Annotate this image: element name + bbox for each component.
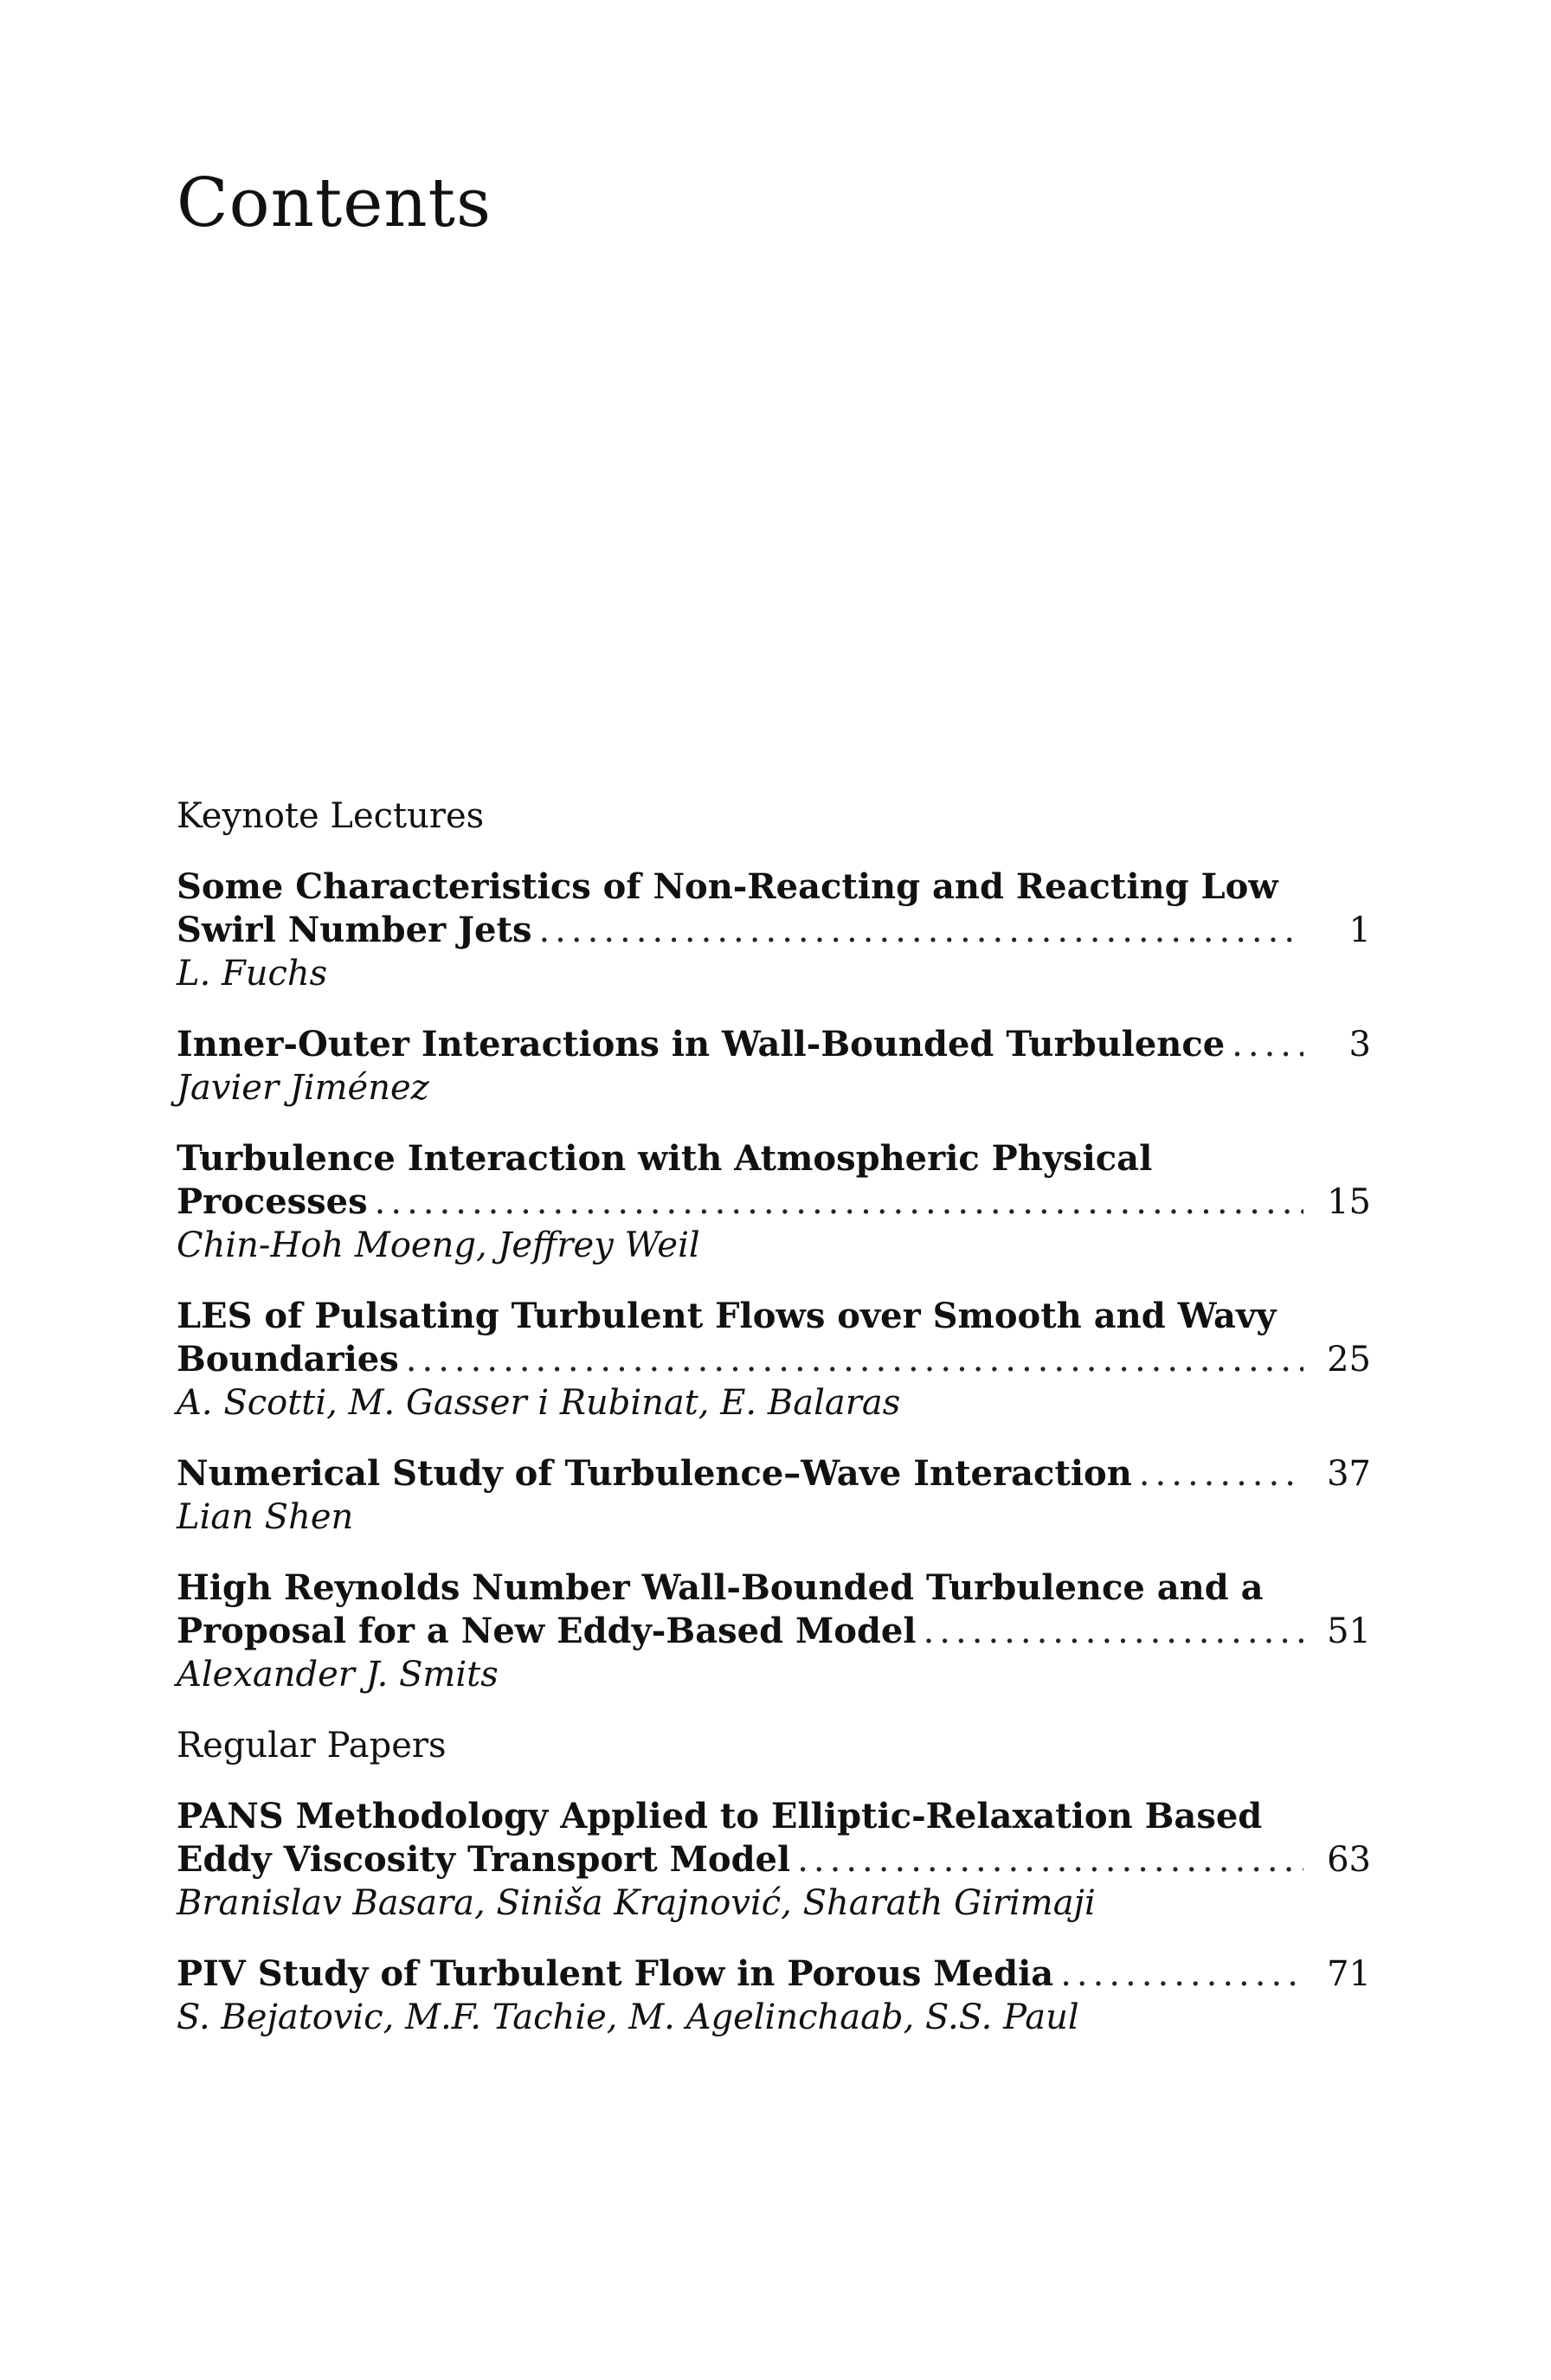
dot-leader: [406, 1338, 1303, 1381]
entry-title-line: Turbulence Interaction with Atmospheric Physical: [177, 1138, 1153, 1179]
toc-entry[interactable]: [177, 1566, 1371, 1696]
entry-title-line: Proposal for a New Eddy-Based Model: [177, 1611, 917, 1651]
toc-entry[interactable]: [177, 1452, 1371, 1539]
dot-leader: [1232, 1023, 1303, 1066]
page-number: 51: [1327, 1611, 1371, 1651]
dot-leader: [797, 1838, 1303, 1881]
toc-entry[interactable]: [177, 1952, 1371, 2039]
entry-title-line: LES of Pulsating Turbulent Flows over Smooth and Wavy: [177, 1296, 1277, 1336]
dot-leader: [538, 909, 1303, 952]
page-number: 71: [1327, 1954, 1371, 1994]
entry-authors: A. Scotti, M. Gasser i Rubinat, E. Balaras: [177, 1383, 901, 1423]
page-number: 15: [1327, 1182, 1371, 1222]
entry-title-line: Eddy Viscosity Transport Model: [177, 1839, 791, 1880]
toc-entry[interactable]: [177, 1023, 1371, 1110]
toc-entry[interactable]: [177, 1795, 1371, 1925]
entry-title-line: Some Characteristics of Non-Reacting and Reacting Low: [177, 866, 1278, 907]
entry-authors: Javier Jiménez: [177, 1068, 429, 1108]
entry-title-line: Processes: [177, 1181, 368, 1222]
entry-title-line: PIV Study of Turbulent Flow in Porous Media: [177, 1953, 1054, 1994]
entry-title-line: Inner-Outer Interactions in Wall-Bounded Turbulence: [177, 1024, 1226, 1065]
entry-authors: S. Bejatovic, M.F. Tachie, M. Agelinchaab, S.S. Paul: [177, 1997, 1079, 2037]
entry-title-line: Boundaries: [177, 1339, 399, 1380]
toc-entry[interactable]: [177, 865, 1371, 995]
section-heading-regular-papers: Regular Papers: [177, 1726, 447, 1766]
toc-entry[interactable]: [177, 1137, 1371, 1267]
page-number: 3: [1348, 1025, 1371, 1065]
entry-title-line: PANS Methodology Applied to Elliptic-Relaxation Based: [177, 1796, 1263, 1836]
dot-leader: [1060, 1952, 1303, 1996]
dot-leader: [375, 1180, 1303, 1224]
page-number: 25: [1327, 1340, 1371, 1380]
table-of-contents: [177, 794, 1371, 2067]
page-number: 63: [1327, 1840, 1371, 1880]
toc-entry[interactable]: [177, 1295, 1371, 1425]
entry-title-line: High Reynolds Number Wall-Bounded Turbulence and a: [177, 1567, 1264, 1608]
dot-leader: [1139, 1452, 1303, 1496]
entry-authors: L. Fuchs: [177, 954, 328, 994]
page-number: 1: [1348, 910, 1371, 950]
entry-title-line: Numerical Study of Turbulence–Wave Interaction: [177, 1453, 1132, 1494]
entry-title-line: Swirl Number Jets: [177, 910, 532, 950]
section-heading-keynote-lectures: Keynote Lectures: [177, 796, 485, 836]
page-number: 37: [1327, 1454, 1371, 1494]
entry-authors: Lian Shen: [177, 1497, 354, 1537]
page-title: Contents: [177, 164, 492, 242]
dot-leader: [924, 1610, 1303, 1653]
entry-authors: Alexander J. Smits: [177, 1655, 499, 1695]
entry-authors: Chin-Hoh Moeng, Jeffrey Weil: [177, 1225, 700, 1265]
entry-authors: Branislav Basara, Siniša Krajnović, Sharath Girimaji: [177, 1883, 1096, 1923]
